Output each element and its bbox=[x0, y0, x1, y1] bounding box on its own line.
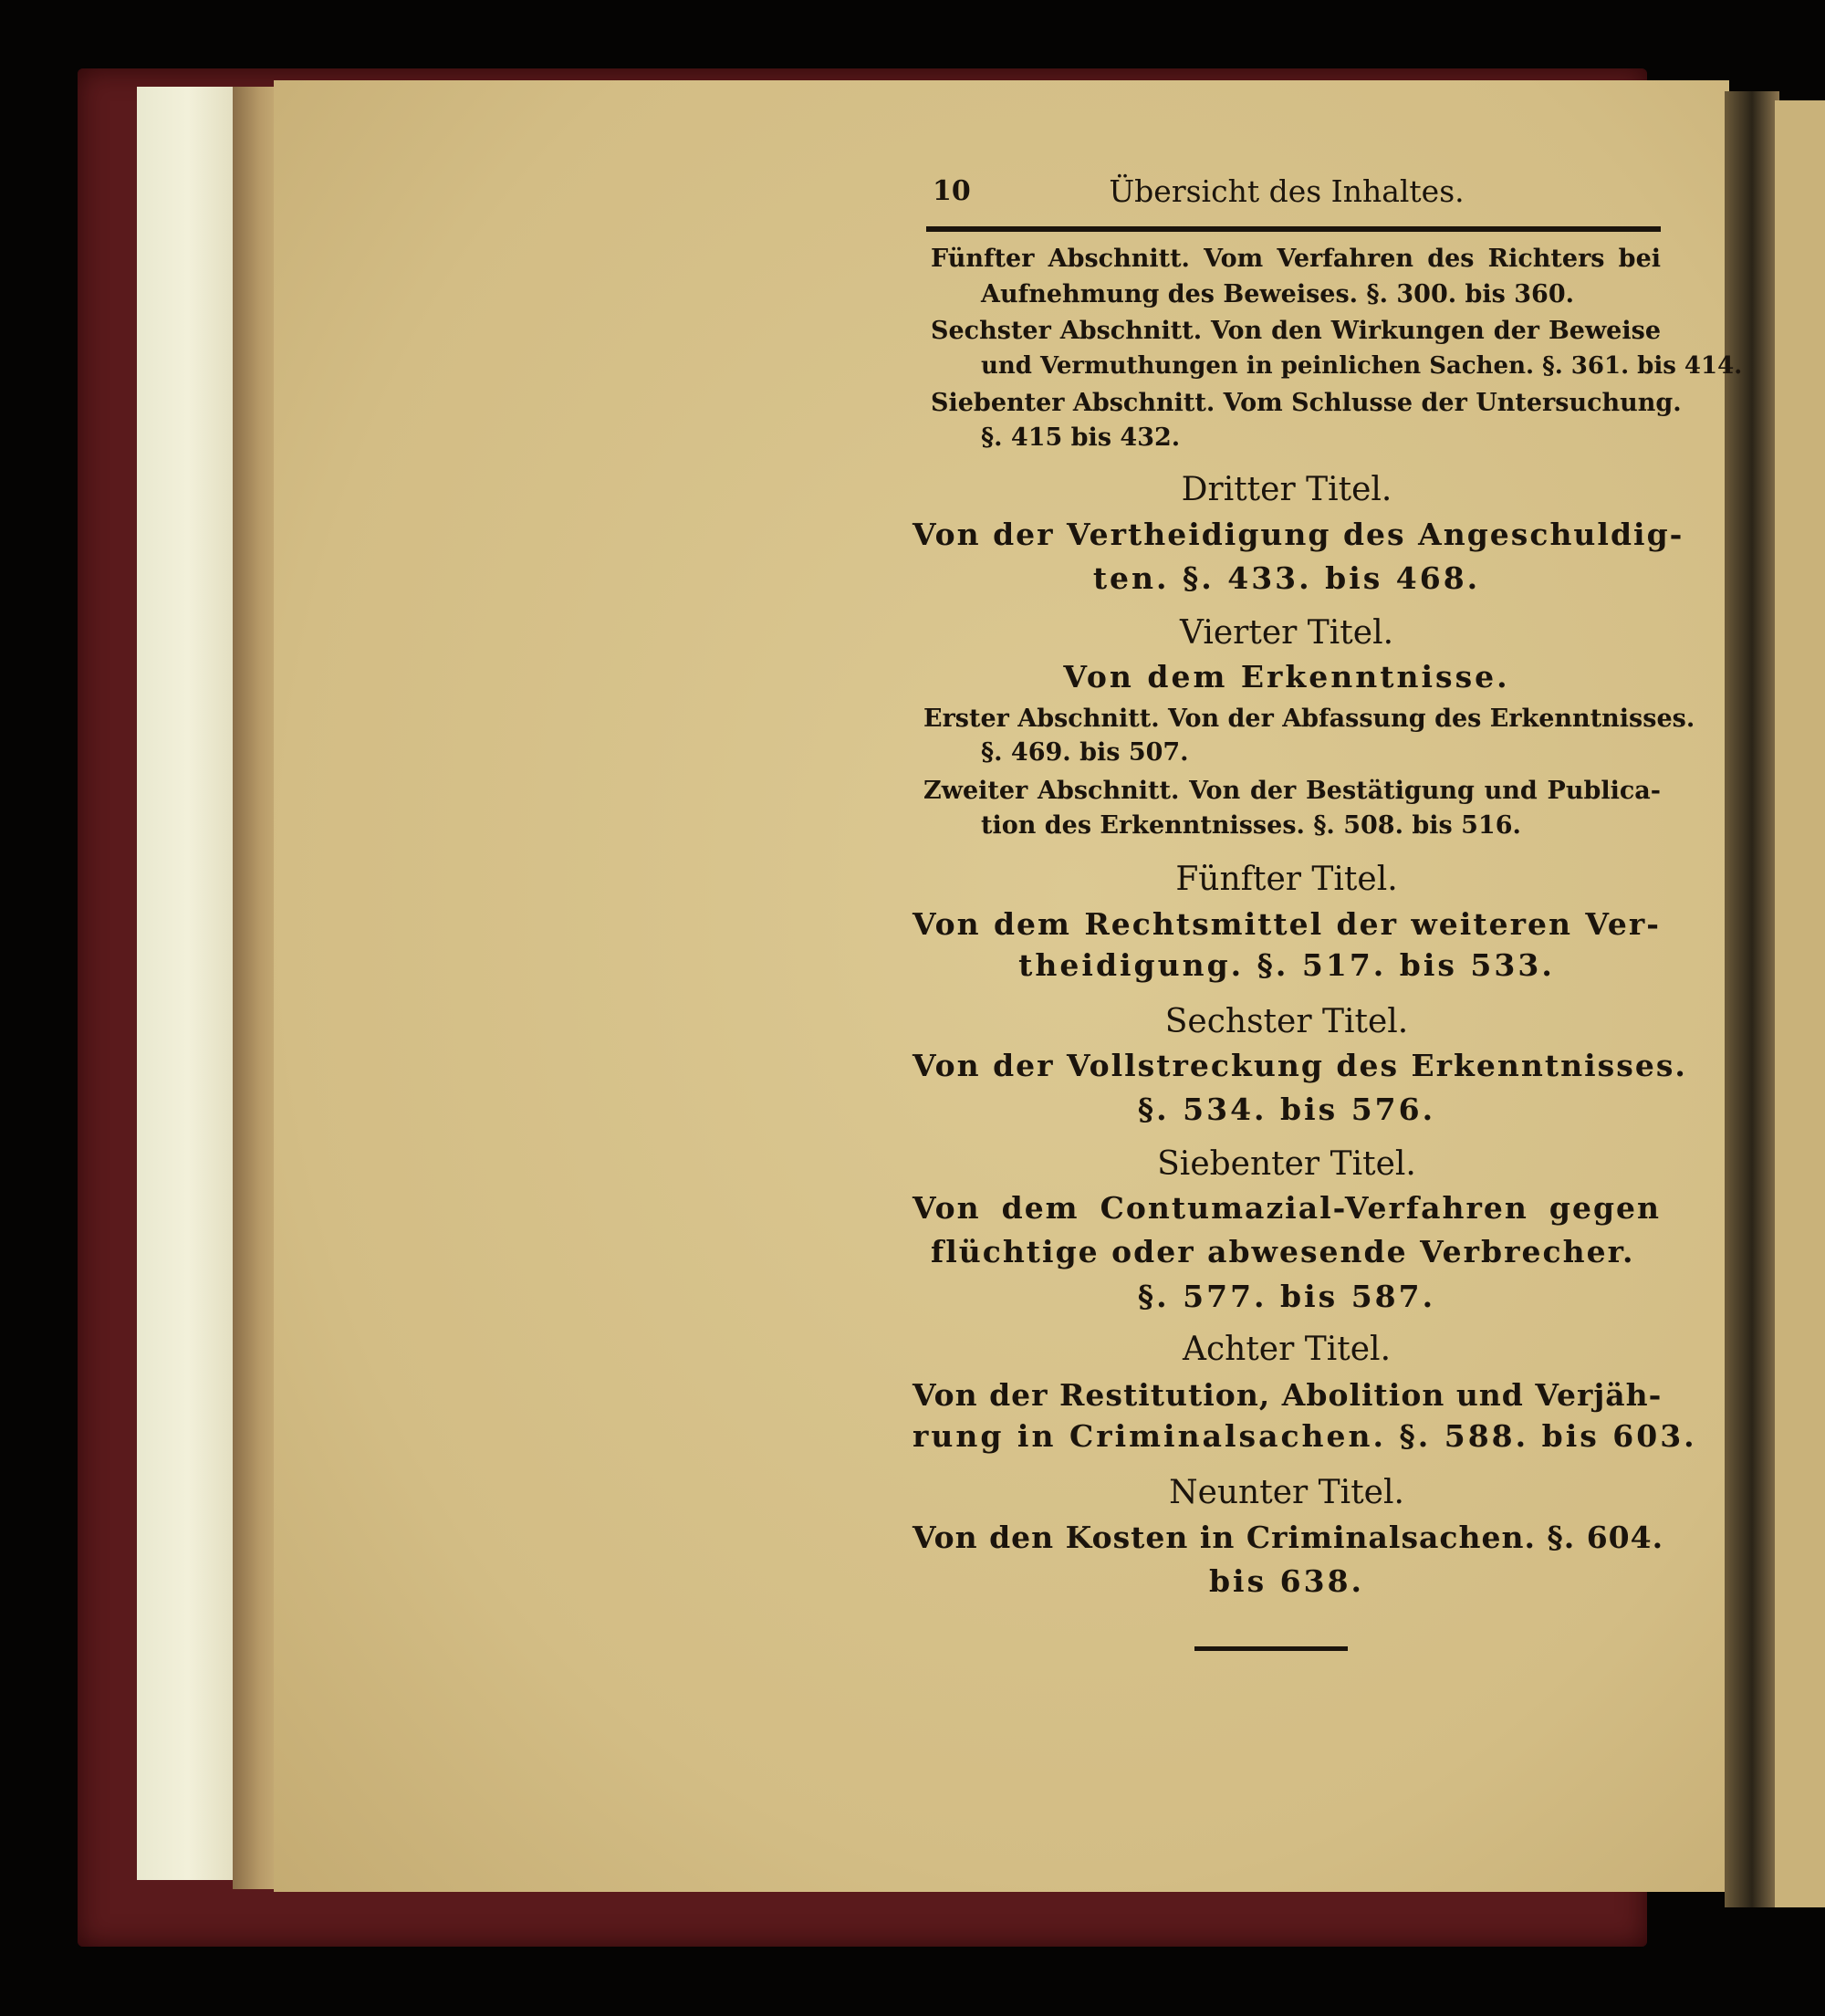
section-heading: flüchtige oder abwesende Verbrecher. bbox=[931, 1234, 1635, 1269]
section-title: Siebenter Titel. bbox=[1157, 1145, 1416, 1183]
section-heading: §. 577. bis 587. bbox=[1137, 1279, 1436, 1314]
section-title: Vierter Titel. bbox=[1179, 614, 1394, 652]
section-heading: Von der Vollstreckung des Erkenntnisses. bbox=[912, 1048, 1687, 1083]
toc-line: §. 469. bis 507. bbox=[981, 738, 1189, 767]
page-number: 10 bbox=[933, 175, 971, 207]
end-rule bbox=[1194, 1646, 1348, 1651]
toc-line: und Vermuthungen in peinlichen Sachen. §. 361. bis 414. bbox=[981, 352, 1743, 380]
toc-line: Fünfter Abschnitt. Vom Verfahren des Richters bei bbox=[931, 245, 1661, 273]
running-title: Übersicht des Inhaltes. bbox=[1109, 173, 1465, 209]
toc-line: Erster Abschnitt. Von der Abfassung des Erkenntnisses. bbox=[923, 705, 1695, 733]
toc-line: Aufnehmung des Beweises. §. 300. bis 360. bbox=[981, 280, 1575, 308]
section-heading: theidigung. §. 517. bis 533. bbox=[1018, 947, 1555, 983]
toc-line: Siebenter Abschnitt. Vom Schlusse der Untersuchung. bbox=[931, 389, 1682, 417]
section-heading: Von den Kosten in Criminalsachen. §. 604. bbox=[912, 1520, 1664, 1555]
section-title: Neunter Titel. bbox=[1169, 1474, 1404, 1511]
section-heading: Von der Restitution, Abolition und Verjäh- bbox=[912, 1377, 1663, 1413]
header-rule bbox=[926, 226, 1661, 232]
section-title: Achter Titel. bbox=[1182, 1331, 1392, 1368]
section-title: Dritter Titel. bbox=[1181, 471, 1392, 508]
facing-page bbox=[1775, 100, 1825, 1907]
section-heading: ten. §. 433. bis 468. bbox=[1092, 560, 1481, 596]
section-heading: rung in Criminalsachen. §. 588. bis 603. bbox=[912, 1418, 1697, 1454]
toc-line: §. 415 bis 432. bbox=[981, 423, 1181, 452]
section-heading: §. 534. bis 576. bbox=[1137, 1092, 1436, 1127]
section-heading: Von der Vertheidigung des Angeschuldig- bbox=[912, 517, 1684, 552]
section-heading: Von dem Rechtsmittel der weiteren Ver- bbox=[912, 906, 1661, 942]
section-title: Sechster Titel. bbox=[1164, 1003, 1409, 1040]
section-title: Fünfter Titel. bbox=[1175, 861, 1398, 898]
section-heading: bis 638. bbox=[1208, 1563, 1365, 1599]
toc-line: Zweiter Abschnitt. Von der Bestätigung und Publica- bbox=[923, 777, 1661, 805]
toc-line: tion des Erkenntnisses. §. 508. bis 516. bbox=[981, 811, 1521, 840]
toc-line: Sechster Abschnitt. Von den Wirkungen der Beweise bbox=[931, 317, 1661, 345]
section-heading: Von dem Contumazial-Verfahren gegen bbox=[912, 1190, 1661, 1226]
section-heading: Von dem Erkenntnisse. bbox=[1063, 659, 1510, 695]
